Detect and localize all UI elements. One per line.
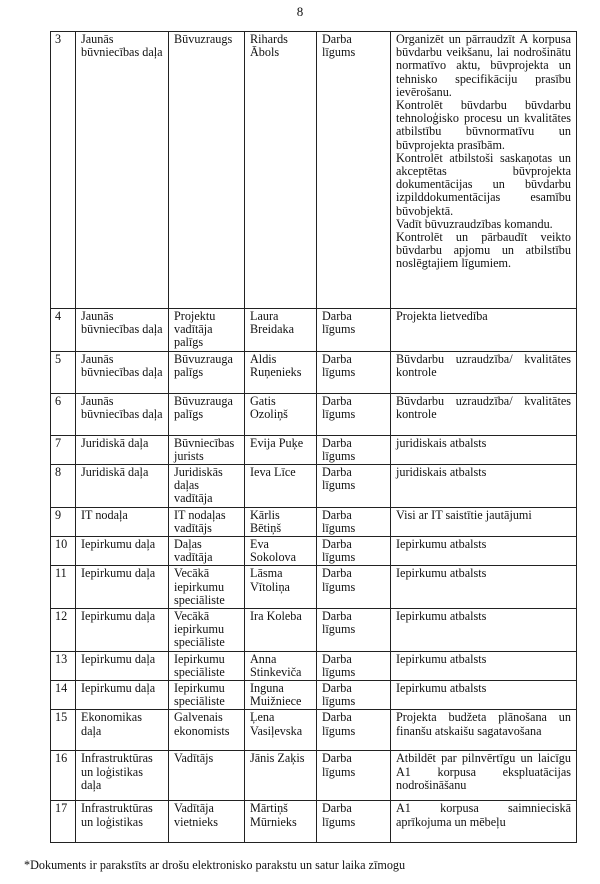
row-number: 7: [51, 435, 76, 464]
duties: [391, 32, 577, 309]
table-row: [51, 801, 577, 843]
contract-type: Darba līgums: [317, 32, 391, 309]
department: Juridiskā daļa: [76, 435, 169, 464]
table-row: [51, 566, 577, 609]
employee-name: Jānis Zaķis: [245, 751, 317, 801]
employee-name: Laura Breidaka: [245, 309, 317, 352]
position: Vadītāja vietnieks: [169, 801, 245, 843]
position: IT nodaļas vadītājs: [169, 507, 245, 536]
table-row: [51, 465, 577, 508]
duties: [391, 537, 577, 566]
department: Jaunās būvniecības daļa: [76, 32, 169, 309]
table-row: [51, 710, 577, 751]
department: Iepirkumu daļa: [76, 537, 169, 566]
duty-item: Kontrolēt atbilstoši saskaņotas un akceptētas būvprojekta dokumentācijas un būvdarbu izpilddokumentācijas esamību būvobjektā.: [396, 150, 571, 218]
employee-name: Inguna Muižniece: [245, 681, 317, 710]
footnote: *Dokuments ir parakstīts ar drošu elektronisko parakstu un satur laika zīmogu: [24, 858, 406, 872]
employee-name: Lāsma Vītoliņa: [245, 566, 317, 609]
department: Iepirkumu daļa: [76, 566, 169, 609]
position: Iepirkumu speciāliste: [169, 681, 245, 710]
duty-item: A1 korpusa saimnieciskā aprīkojuma un mēbeļu: [396, 801, 571, 829]
contract-type: Darba līgums: [317, 751, 391, 801]
department: Iepirkumu daļa: [76, 681, 169, 710]
duties: [391, 566, 577, 609]
duties: [391, 351, 577, 393]
duties: [391, 751, 577, 801]
duties: [391, 609, 577, 652]
table-row: [51, 351, 577, 393]
employee-name: Anna Stinkeviča: [245, 651, 317, 680]
duty-item: Atbildēt par pilnvērtīgu un laicīgu A1 korpusa ekspluatācijas nodrošināšanu: [396, 751, 571, 792]
department: Iepirkumu daļa: [76, 609, 169, 652]
duties: [391, 465, 577, 508]
department: Jaunās būvniecības daļa: [76, 393, 169, 435]
position: Iepirkumu speciāliste: [169, 651, 245, 680]
position: Būvuzraugs: [169, 32, 245, 309]
row-number: 13: [51, 651, 76, 680]
duty-item: Iepirkumu atbalsts: [396, 609, 487, 624]
position: Daļas vadītāja: [169, 537, 245, 566]
employee-name: Eva Sokolova: [245, 537, 317, 566]
duty-item: Projekta budžeta plānošana un finanšu atskaišu sagatavošana: [396, 710, 571, 738]
duty-item: Organizēt un pārraudzīt A korpusa būvdarbu veikšanu, lai nodrošinātu normatīvo aktu, būvprojekta un tehnisko specifikāciju prasību ievērošanu.: [396, 32, 571, 99]
contract-type: Darba līgums: [317, 507, 391, 536]
employee-name: Ieva Līce: [245, 465, 317, 508]
employee-name: Ļena Vasiļevska: [245, 710, 317, 751]
employee-name: Rihards Ābols: [245, 32, 317, 309]
employee-name: Aldis Ruņenieks: [245, 351, 317, 393]
position: Būvuzrauga palīgs: [169, 393, 245, 435]
duties: [391, 801, 577, 843]
department: Jaunās būvniecības daļa: [76, 351, 169, 393]
duty-item: Visi ar IT saistītie jautājumi: [396, 507, 532, 522]
position: Juridiskās daļas vadītāja: [169, 465, 245, 508]
department: Juridiskā daļa: [76, 465, 169, 508]
contract-type: Darba līgums: [317, 537, 391, 566]
employee-name: Ira Koleba: [245, 609, 317, 652]
employee-name: Mārtiņš Mūrnieks: [245, 801, 317, 843]
duty-item: Iepirkumu atbalsts: [396, 537, 487, 552]
contract-type: Darba līgums: [317, 801, 391, 843]
contract-type: Darba līgums: [317, 309, 391, 352]
duties: [391, 507, 577, 536]
contract-type: Darba līgums: [317, 710, 391, 751]
duty-item: juridiskais atbalsts: [396, 465, 487, 480]
duty-item: juridiskais atbalsts: [396, 435, 487, 450]
duty-item: Kontrolēt būvdarbu būvdarbu tehnoloģisko procesu un kvalitātes atbilstību būvnormatīvu un būvprojekta prasībām.: [396, 98, 571, 152]
row-number: 3: [51, 32, 76, 309]
position: Galvenais ekonomists: [169, 710, 245, 751]
department: Iepirkumu daļa: [76, 651, 169, 680]
table-row: [51, 751, 577, 801]
contract-type: Darba līgums: [317, 651, 391, 680]
position: Vadītājs: [169, 751, 245, 801]
department: IT nodaļa: [76, 507, 169, 536]
table-row: [51, 651, 577, 680]
employee-name: Gatis Ozoliņš: [245, 393, 317, 435]
row-number: 8: [51, 465, 76, 508]
row-number: 9: [51, 507, 76, 536]
contract-type: Darba līgums: [317, 609, 391, 652]
row-number: 11: [51, 566, 76, 609]
position: Vecākā iepirkumu speciāliste: [169, 609, 245, 652]
duties: [391, 710, 577, 751]
row-number: 12: [51, 609, 76, 652]
table-row: [51, 609, 577, 652]
contract-type: Darba līgums: [317, 681, 391, 710]
duty-item: Būvdarbu uzraudzība/ kvalitātes kontrole: [396, 351, 571, 379]
row-number: 5: [51, 351, 76, 393]
duty-item: Kontrolēt un pārbaudīt veikto būvdarbu apjomu un atbilstību noslēgtajiem līgumiem.: [396, 230, 571, 271]
table-row: [51, 32, 577, 309]
duty-item: Būvdarbu uzraudzība/ kvalitātes kontrole: [396, 393, 571, 421]
table-row: [51, 507, 577, 536]
duties: [391, 309, 577, 352]
table-row: [51, 393, 577, 435]
row-number: 15: [51, 710, 76, 751]
duty-item: Iepirkumu atbalsts: [396, 566, 487, 581]
duties: [391, 435, 577, 464]
employee-name: Kārlis Bētiņš: [245, 507, 317, 536]
employee-name: Evija Puķe: [245, 435, 317, 464]
contract-type: Darba līgums: [317, 351, 391, 393]
duty-item: Vadīt būvuzraudzības komandu.: [396, 216, 553, 231]
duty-item: Iepirkumu atbalsts: [396, 651, 487, 666]
duty-item: Projekta lietvedība: [396, 309, 488, 323]
table-row: [51, 681, 577, 710]
row-number: 10: [51, 537, 76, 566]
table-row: [51, 435, 577, 464]
position: Projektu vadītāja palīgs: [169, 309, 245, 352]
duties: [391, 681, 577, 710]
department: Ekonomikas daļa: [76, 710, 169, 751]
staff-table: [50, 31, 577, 843]
contract-type: Darba līgums: [317, 435, 391, 464]
row-number: 16: [51, 751, 76, 801]
row-number: 6: [51, 393, 76, 435]
contract-type: Darba līgums: [317, 393, 391, 435]
row-number: 4: [51, 309, 76, 352]
row-number: 14: [51, 681, 76, 710]
duties: [391, 651, 577, 680]
table-row: [51, 309, 577, 352]
page-number: 8: [296, 4, 304, 19]
row-number: 17: [51, 801, 76, 843]
position: Būvniecības jurists: [169, 435, 245, 464]
department: Jaunās būvniecības daļa: [76, 309, 169, 352]
position: Vecākā iepirkumu speciāliste: [169, 566, 245, 609]
contract-type: Darba līgums: [317, 465, 391, 508]
duty-item: Iepirkumu atbalsts: [396, 681, 487, 696]
position: Būvuzrauga palīgs: [169, 351, 245, 393]
table-row: [51, 537, 577, 566]
department: Infrastruktūras un loģistikas daļa: [76, 751, 169, 801]
duties: [391, 393, 577, 435]
department: Infrastruktūras un loģistikas: [76, 801, 169, 843]
contract-type: Darba līgums: [317, 566, 391, 609]
